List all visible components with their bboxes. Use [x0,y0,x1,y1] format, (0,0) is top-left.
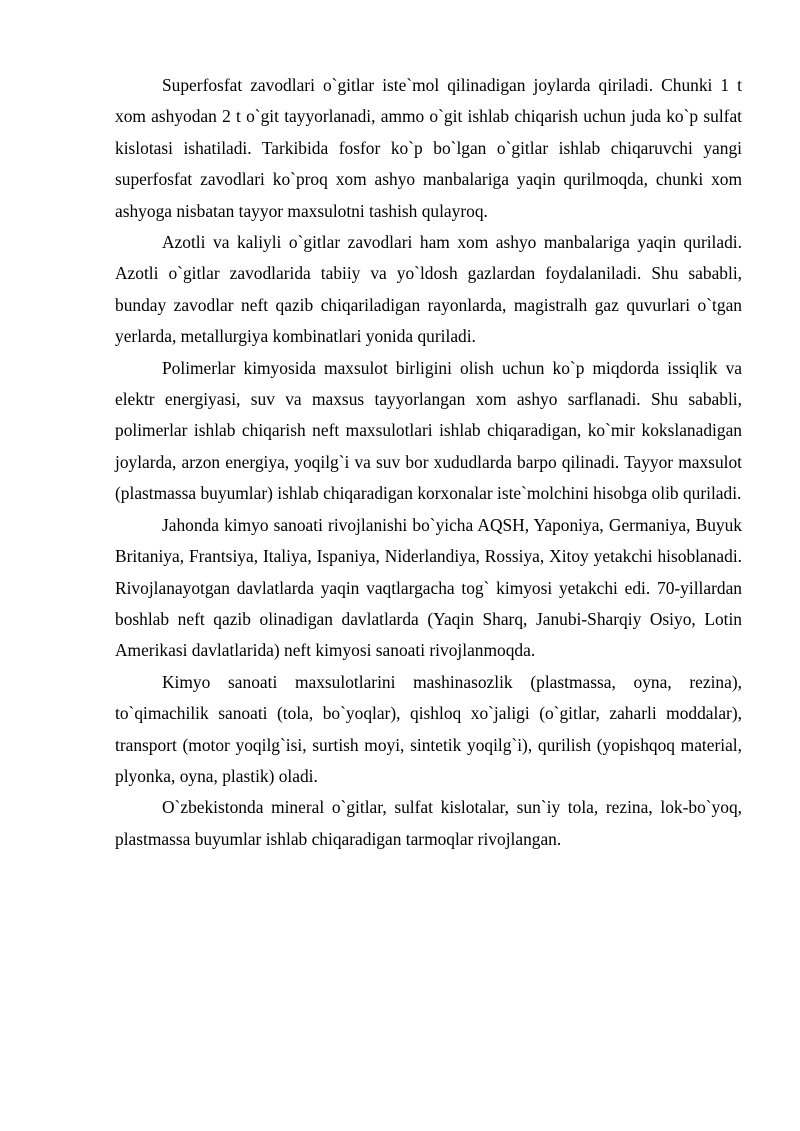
body-text [115,70,742,855]
paragraph-polimerlar: Polimerlar kimyosida maxsulot birligini olish uchun ko`p miqdorda issiqlik va elektr energiyasi, suv va maxsus tayyorlangan xom ashyo sarflanadi. Shu sababli, polimerlar ishlab chiqarish neft maxsulotlari ishlab chiqaradigan, ko`mir kokslanadigan joylarda, arzon energiya, yoqilg`i va suv bor xududlarda barpo qilinadi. Tayyor maxsulot (plastmassa buyumlar) ishlab chiqaradigan korxonalar iste`molchini hisobga olib quriladi. [115,357,742,504]
paragraph-kimyo-sanoati: Kimyo sanoati maxsulotlarini mashinasozlik (plastmassa, oyna, rezina), to`qimachilik sanoati (tola, bo`yoqlar), qishloq xo`jaligi (o`gitlar, zaharli moddalar), transport (motor yoqilg`isi, surtish moyi, sintetik yoqilg`i), qurilish (yopishqoq material, plyonka, oyna, plastik) oladi. [115,671,742,786]
paragraph-superfosfat: Superfosfat zavodlari o`gitlar iste`mol qilinadigan joylarda qiriladi. Chunki 1 t xom ashyodan 2 t o`git tayyorlanadi, ammo o`git ishlab chiqarish uchun juda ko`p sulfat kislotasi ishatiladi. Tarkibida fosfor ko`p bo`lgan o`gitlar ishlab chiqaruvchi yangi superfosfat zavodlari ko`proq xom ashyo manbalariga yaqin qurilmoqda, chunki xom ashyoga nisbatan tayyor maxsulotni tashish qulayroq. [115,75,742,221]
paragraph-jahonda: Jahonda kimyo sanoati rivojlanishi bo`yicha AQSH, Yaponiya, Germaniya, Buyuk Britaniya, Frantsiya, Italiya, Ispaniya, Niderlandiya, Rossiya, Xitoy yetakchi hisoblanadi. Rivojlanayotgan davlatlarda yaqin vaqtlargacha tog` kimyosi yetakchi edi. 70-yillardan boshlab neft qazib olinadigan davlatlarda (Yaqin Sharq, Janubi-Sharqiy Osiyo, Lotin Amerikasi davlatlarida) neft kimyosi sanoati rivojlanmoqda. [115,514,742,661]
paragraph-ozbekistonda: O`zbekistonda mineral o`gitlar, sulfat kislotalar, sun`iy tola, rezina, lok-bo`yoq, plastmassa buyumlar ishlab chiqaradigan tarmoqlar rivojlangan. [115,797,742,849]
paragraph-azotli-kaliyli: Azotli va kaliyli o`gitlar zavodlari ham xom ashyo manbalariga yaqin quriladi. Azotli o`gitlar zavodlarida tabiiy va yo`ldosh gazlardan foydalaniladi. Shu sababli, bunday zavodlar neft qazib chiqariladigan rayonlarda, magistralh gaz quvurlari o`tgan yerlarda, metallurgiya kombinatlari yonida quriladi. [115,232,742,347]
